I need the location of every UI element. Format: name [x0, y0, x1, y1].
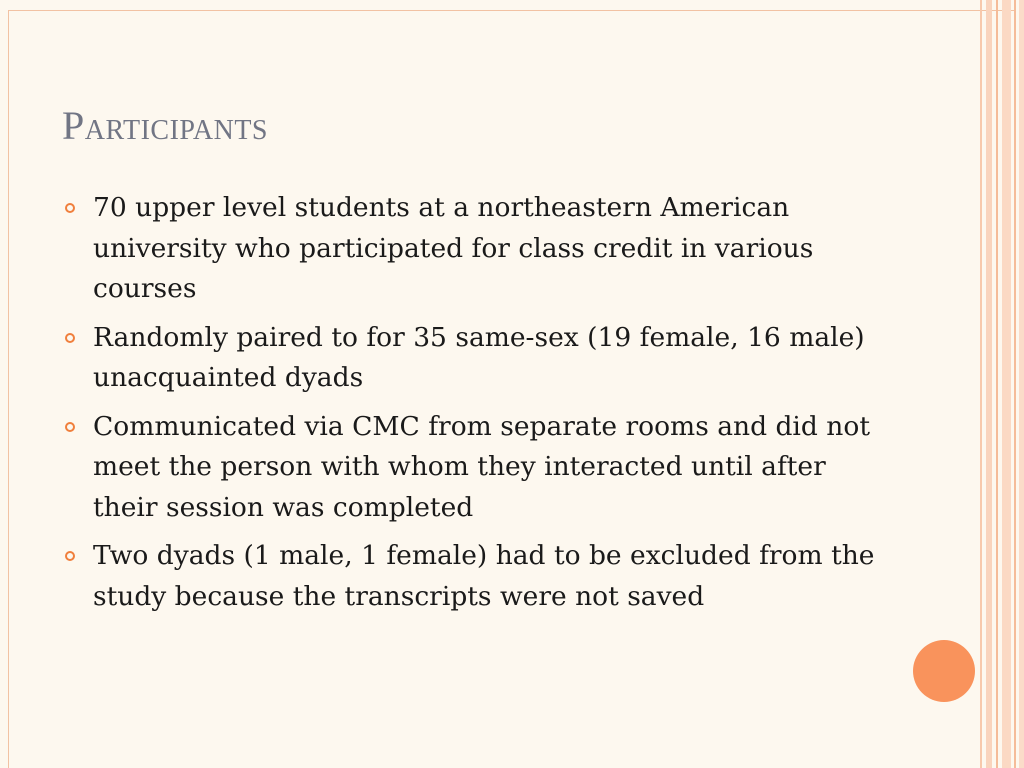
decorative-stripe — [1014, 0, 1016, 768]
frame-left-border — [8, 10, 9, 768]
decorative-stripe — [986, 0, 992, 768]
bullet-text: 70 upper level students at a northeastern American university who participated for class credit in various courses — [93, 192, 814, 304]
bullet-text: Two dyads (1 male, 1 female) had to be excluded from the study because the transcripts were not saved — [93, 540, 875, 612]
bullet-ring-icon — [65, 203, 75, 213]
frame-top-border — [8, 10, 1016, 11]
slide-title: Participants — [62, 103, 269, 148]
bullet-item — [62, 188, 892, 310]
bullet-item — [62, 536, 892, 617]
decorative-stripe — [1002, 0, 1011, 768]
decorative-stripe — [996, 0, 998, 768]
decorative-stripe — [1019, 0, 1024, 768]
bullet-list — [62, 188, 892, 625]
bullet-ring-icon — [65, 551, 75, 561]
bullet-ring-icon — [65, 422, 75, 432]
bullet-text: Communicated via CMC from separate rooms and did not meet the person with whom they interacted until after their session was completed — [93, 410, 870, 523]
bullet-item — [62, 407, 892, 529]
bullet-text: Randomly paired to for 35 same-sex (19 female, 16 male) unacquainted dyads — [93, 321, 865, 393]
orange-circle-decoration — [913, 640, 975, 702]
decorative-stripe — [980, 0, 982, 768]
bullet-item — [62, 318, 892, 399]
bullet-ring-icon — [65, 333, 75, 343]
